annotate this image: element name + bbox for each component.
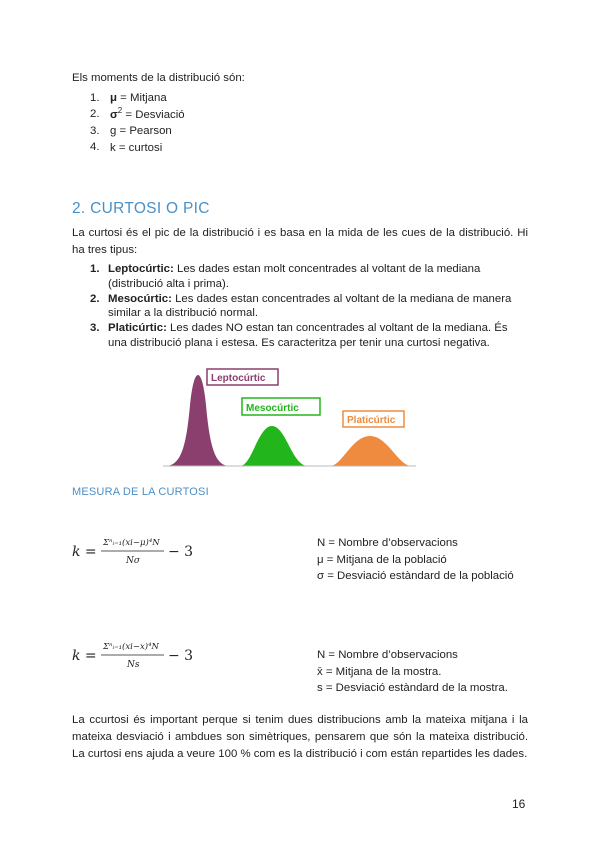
formula-legend-population: N = Nombre d’observacions μ = Mitjana de la població σ = Desviació estàndard de la població (317, 537, 514, 582)
formula-lhs: k = (72, 648, 97, 664)
page-number: 16 (512, 797, 526, 811)
list-item: 1. μ = Mitjana (90, 91, 167, 104)
moments-intro: Els moments de la distribució són: (72, 72, 245, 84)
formula-tail: − 3 (168, 648, 194, 664)
formula-denominator: Nσ (126, 556, 141, 566)
list-item: 2. $\sigma^2$ = Desviació (90, 105, 185, 121)
mesokurtic-curve (240, 426, 308, 466)
list-item: 3. Platicúrtic: Les dades NO estan tan concentrades al voltant de la mediana. És una distribució plana i estesa. Es caracteritza per tenir una curtosi negativa. (90, 322, 508, 349)
closing-paragraph: La ccurtosi és important perque si tenim dues distribucions amb la mateixa mitjana i la mateixa desviació i ambdues son simètriques, pensarem que són la mateixa distribució. La curtosi ens ajuda a veure 100 % com es la distribució i com están repartides les dades. (72, 714, 528, 760)
formula-lhs: k = (72, 544, 97, 560)
kurtosis-formula-sample (70, 632, 210, 676)
list-item: 1. Leptocúrtic: Les dades estan molt concentrades al voltant de la mediana (distribució alta i prima). (90, 263, 481, 290)
section-title: 2. CURTOSI O PIC (72, 200, 210, 217)
types-list (72, 262, 528, 351)
mesokurtic-label: Mesocúrtic (246, 403, 299, 414)
formula-numerator: Σⁿᵢ₌₁(xi−μ)⁴N (103, 538, 160, 548)
moments-list (72, 86, 185, 152)
kurtosis-formula-population (70, 528, 210, 572)
formula-legend-sample: N = Nombre d’observacions x̄ = Mitjana de la mostra. s = Desviació estàndard de la mostra. (317, 649, 508, 694)
leptokurtic-curve (165, 375, 230, 466)
list-item: 2. Mesocúrtic: Les dades estan concentrades al voltant de la mediana de manera similar a la distribució normal. (90, 292, 512, 319)
formula-tail: − 3 (168, 544, 194, 560)
platykurtic-curve (330, 436, 412, 466)
formula-numerator: Σⁿᵢ₌₁(xi−x)⁴N (103, 642, 159, 652)
formula-denominator: Ns (127, 660, 140, 670)
platykurtic-label: Platicúrtic (347, 415, 396, 426)
kurtosis-figure (160, 360, 420, 468)
list-item: 3. g = Pearson (90, 124, 172, 137)
leptokurtic-label: Leptocúrtic (211, 373, 266, 384)
list-item: 4. k = curtosi (90, 141, 163, 154)
section-intro: La curtosi és el pic de la distribució i es basa en la mida de les cues de la distribució. Hi ha tres tipus: (72, 227, 528, 256)
subsection-title: MESURA DE LA CURTOSI (72, 486, 209, 498)
